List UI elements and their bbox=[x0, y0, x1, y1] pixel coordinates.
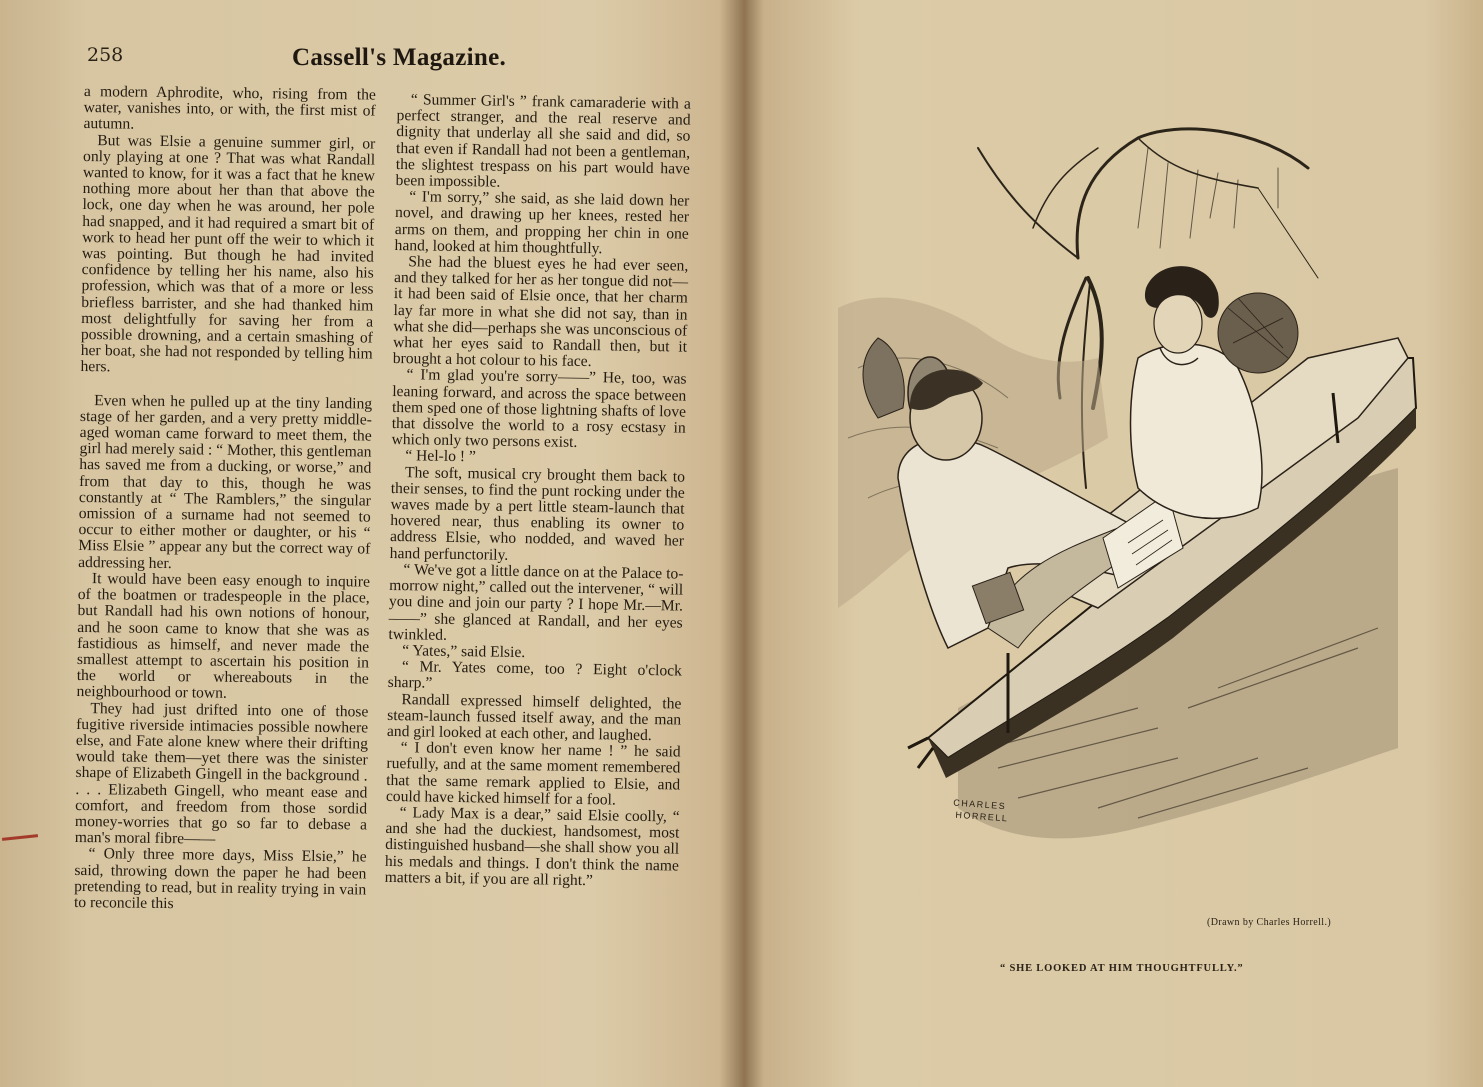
paragraph: Even when he pulled up at the tiny landing stage of her garden, and a very pretty middle-aged woman came forward to meet them, the girl had merely said : “ Mother, this gentleman has saved me from a ducking, or worse,” and from that day to this, though he was constantly at “ The Ramblers,” the singular omission of a surname had not seemed to occur to either mother or daughter, or his “ Miss Elsie ” appear any but the correct way of addressing her. bbox=[78, 391, 373, 572]
paragraph: It would have been easy enough to inquire of the boatmen or tradespeople in the place, but Randall had his own notions of honour, and he soon came to know that she was as fastidious as himself, and never made the smallest attempt to ascertain his position in the world or whereabouts in the neighbourhood or town. bbox=[76, 570, 371, 703]
paragraph: “ I'm sorry,” she said, as she laid down her novel, and drawing up her knees, rested her arms on them, and propping her chin in one hand, looked at him thoughtfully. bbox=[394, 188, 690, 258]
red-margin-mark bbox=[2, 834, 38, 841]
paragraph: “ Only three more days, Miss Elsie,” he said, throwing down the paper he had been pretending to read, but in reality trying in vain to reconcile this bbox=[73, 845, 367, 913]
paragraph: “ We've got a little dance on at the Palace to-morrow night,” called out the intervener, “ will you dine and join our party ? I hope Mr.—Mr.——” she glanced at Randall, and her eyes twinkled. bbox=[388, 561, 684, 644]
artist-signature-line1: CHARLES bbox=[952, 797, 1007, 812]
text-column-right bbox=[385, 92, 691, 890]
page-number: 258 bbox=[87, 44, 124, 66]
left-page bbox=[0, 0, 738, 1087]
artist-signature-line2: HORRELL bbox=[955, 809, 1009, 824]
running-head: Cassell's Magazine. bbox=[292, 44, 507, 71]
paragraph: a modern Aphrodite, who, rising from the water, vanishes into, or with, the first mist of autumn. bbox=[83, 83, 376, 134]
illustration-caption: “ SHE LOOKED AT HIM THOUGHTFULLY.” bbox=[1000, 963, 1244, 974]
paragraph: But was Elsie a genuine summer girl, or only playing at one ? That was what Randall wanted to know, for it was a fact that he knew nothing more about her than that above the lock, one day when he was around, her pole had snapped, and it had required a smart bit of work to head her punt off the weir to which it was pointing. But though he had invited confidence by telling her his name, also his profession, which was that of a more or less briefless barrister, and she had thanked him most delightfully for saving her from a possible drowning, and a certain smashing of her boat, she had not responded by telling him hers. bbox=[80, 131, 376, 376]
paragraph: “ Hel-lo ! ” bbox=[405, 447, 476, 466]
paragraph: “ Lady Max is a dear,” said Elsie coolly, “ and she had the duckiest, handsomest, most distinguished husband—she shall show you all his medals and things. I don't think the name matters a bit, if you are all right.” bbox=[384, 804, 680, 889]
punt-illustration bbox=[838, 108, 1418, 913]
paragraph: Randall expressed himself delighted, the steam-launch fussed itself away, and the man and girl looked at each other, and laughed. bbox=[386, 690, 682, 745]
paragraph: She had the bluest eyes he had ever seen, and they talked for her as her tongue did not—it had been said of Elsie once, that her charm lay far more in what she did not say, than in what she did—perhaps she was unconscious of what her eyes said to Randall then, but it brought a hot colour to his face. bbox=[392, 253, 689, 371]
paragraph: “ I don't even know her name ! ” he said ruefully, and at the same moment remembered that the same remark applied to Elsie, and could have kicked himself for a fool. bbox=[385, 739, 681, 809]
illustration-credit: (Drawn by Charles Horrell.) bbox=[1207, 917, 1332, 928]
paragraph: They had just drifted into one of those fugitive riverside intimacies possible nowhere else, and Fate alone knew where their drifting would take them—yet there was the sinister shape of Elizabeth Gingell in the background . . . . Elizabeth Gingell, who meant ease and comfort, and freedom from those sordid money-worries that go so far to debase a man's moral fibre—— bbox=[74, 699, 369, 848]
paragraph: “ Yates,” said Elsie. bbox=[402, 642, 526, 661]
text-column-left bbox=[74, 84, 376, 915]
paragraph: The soft, musical cry brought them back to their senses, to find the punt rocking under the waves made by a pert little steam-launch that hovered near, thus enabling its owner to address Elsie, who nodded, and waved her hand perfunctorily. bbox=[389, 463, 686, 564]
paragraph: “ Mr. Yates come, too ? Eight o'clock sharp.” bbox=[387, 658, 683, 692]
paragraph: “ Summer Girl's ” frank camaraderie with a perfect stranger, and the real reserve and dignity that underlay all she said and did, so that even if Randall had not been a gentleman, the slightest trespass on his part would have been impossible. bbox=[395, 91, 691, 191]
paragraph: “ I'm glad you're sorry——” He, too, was leaning forward, and across the space between them sped one of those lightning shafts of love that dissolve the world to a rosy ecstasy in which only two persons exist. bbox=[391, 366, 687, 452]
